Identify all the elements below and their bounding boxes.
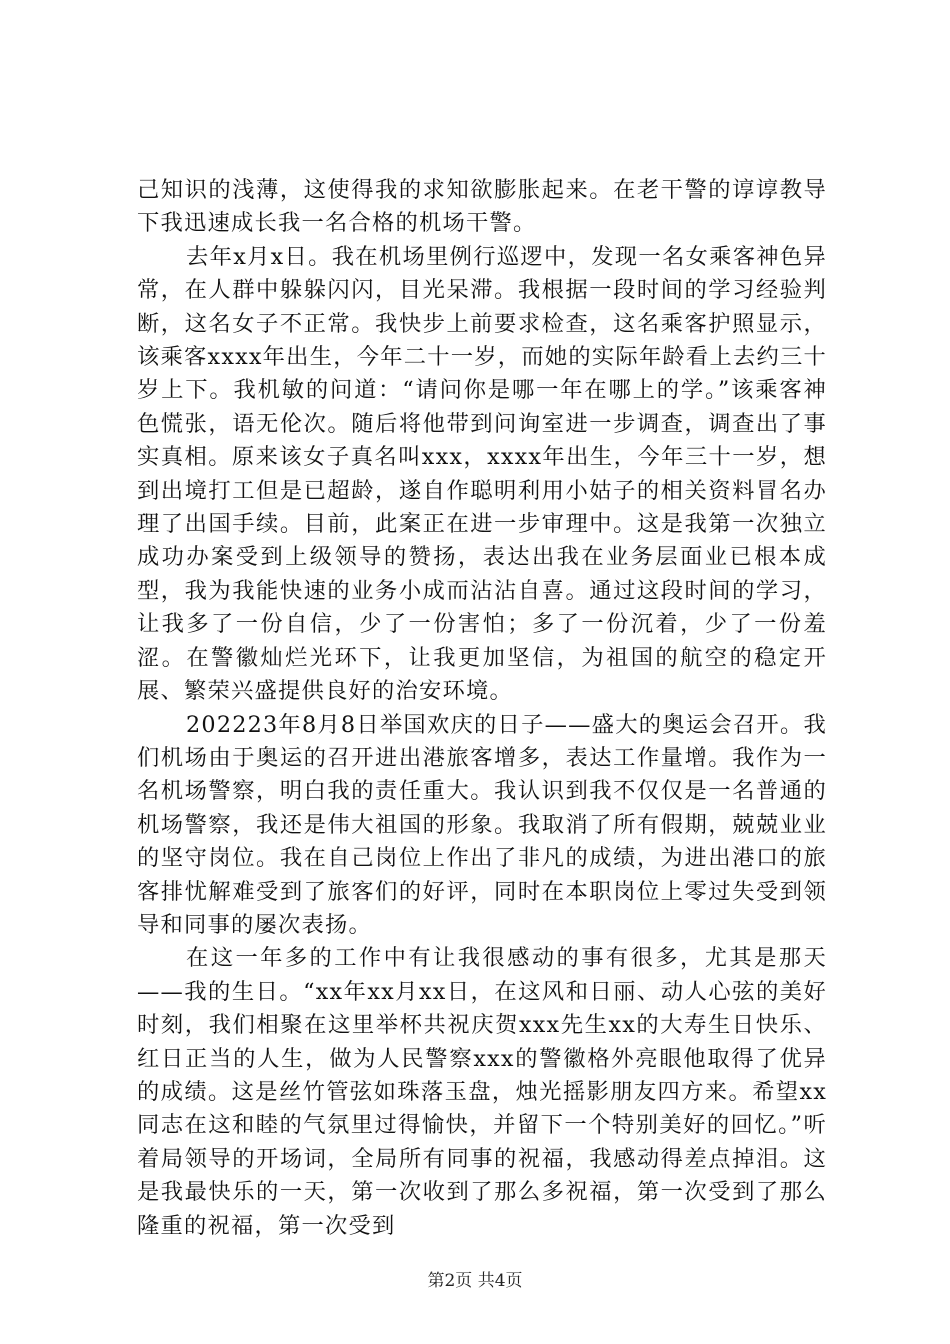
page-footer: 第2页 共4页 [427, 1271, 523, 1291]
paragraph-continuation: 己知识的浅薄，这使得我的求知欲膨胀起来。在老干警的谆谆教导下我迅速成长我一名合格的机场干警。 [137, 177, 827, 237]
paragraph-airport-case: 去年x月x日。我在机场里例行巡逻中，发现一名女乘客神色异常，在人群中躲躲闪闪，目光呆滞。我根据一段时间的学习经验判断，这名女子不正常。我快步上前要求检查，这名乘客护照显示，该乘客xxxx年出生，今年二十一岁，而她的实际年龄看上去约三十岁上下。我机敏的问道：“请问你是哪一年在哪上的学。”该乘客神色慌张，语无伦次。随后将他带到问询室进一步调查，调查出了事实真相。原来该女子真名叫xxx，xxxx年出生，今年三十一岁，想到出境打工但是已超龄，遂自作聪明利用小姑子的相关资料冒名办理了出国手续。目前，此案正在进一步审理中。这是我第一次独立成功办案受到上级领导的赞扬，表达出我在业务层面业已根本成型，我为我能快速的业务小成而沾沾自喜。通过这段时间的学习，让我多了一份自信，少了一份害怕；多了一份沉着，少了一份羞涩。在警徽灿烂光环下，让我更加坚信，为祖国的航空的稳定开展、繁荣兴盛提供良好的治安环境。 [137, 243, 827, 705]
paragraph-birthday: 在这一年多的工作中有让我很感动的事有很多，尤其是那天——我的生日。“xx年xx月xx日，在这风和日丽、动人心弦的美好时刻，我们相聚在这里举杯共祝庆贺xxx先生xx的大寿生日快乐、红日正当的人生，做为人民警察xxx的警徽格外亮眼他取得了优异的成绩。这是丝竹管弦如珠落玉盘，烛光摇影朋友四方来。希望xx同志在这和睦的气氛里过得愉快，并留下一个特别美好的回忆。”听着局领导的开场词，全局所有同事的祝福，我感动得差点掉泪。这是我最快乐的一天，第一次收到了那么多祝福，第一次受到了那么隆重的祝福，第一次受到 [137, 945, 827, 1239]
paragraph-olympics: 202223年8月8日举国欢庆的日子——盛大的奥运会召开。我们机场由于奥运的召开进出港旅客增多，表达工作量增。我作为一名机场警察，明白我的责任重大。我认识到我不仅仅是一名普通的机场警察，我还是伟大祖国的形象。我取消了所有假期，兢兢业业的坚守岗位。我在自己岗位上作出了非凡的成绩，为进出港口的旅客排忧解难受到了旅客们的好评，同时在本职岗位上零过失受到领导和同事的屡次表扬。 [137, 711, 827, 938]
document-body [137, 174, 827, 1243]
